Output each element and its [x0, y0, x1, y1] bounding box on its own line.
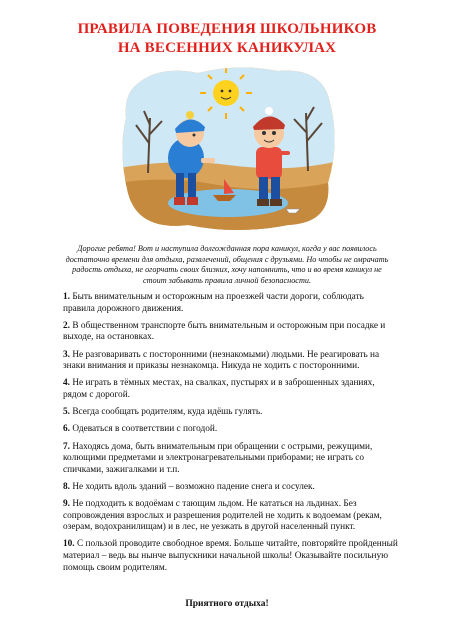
rule-item: 2. В общественном транспорте быть внимательным и осторожным при посадке и выходе, на остановках.: [63, 320, 386, 343]
rules-list: [63, 292, 398, 580]
rule-item: 7. Находясь дома, быть внимательным при обращении с острыми, режущими, колющими предметами и электронагревательными приборами; не играть со спичками, зажигалками и т.п.: [63, 441, 373, 475]
rule-item: 10. С пользой проводите свободное время. Больше читайте, повторяйте пройденный материал – ведь вы нынче выпускники начальной школы! Оказывайте посильную помощь своим родителям.: [63, 539, 398, 573]
scene: [118, 63, 338, 233]
rule-item: 6. Одеваться в соответствии с погодой.: [63, 424, 218, 435]
closing-text: Приятного отдыха!: [185, 599, 269, 609]
intro-paragraph: Дорогие ребята! Вот и наступила долгожданная пора каникул, когда у вас появилось достаточно времени для отдыха, развлечений, общения с друзьями. Но чтобы не омрачать радость отдыха, не огорчать своих близких, хочу напомнить, что и во время каникул не стоит забывать правила личной безопасности.: [65, 244, 389, 285]
rule-item: 9. Не подходить к водоёмам с тающим льдом. Не кататься на льдинах. Без сопровождения взрослых и разрешения родителей не ходить к водоемам (рекам, озерам, водохранилищам) и в лес, не уезжать в другой населенный пункт.: [63, 499, 382, 533]
rule-item: 1. Быть внимательным и осторожным на проезжей части дороги, соблюдать правила дорожного движения.: [63, 292, 364, 314]
page-title: [0, 20, 454, 58]
title-line-2: НА ВЕСЕННИХ КАНИКУЛАХ: [117, 40, 337, 56]
rule-item: 5. Всегда сообщать родителям, куда идёшь гулять.: [63, 407, 263, 418]
spring-children-illustration: [118, 63, 338, 233]
rule-item: 4. Не играть в тёмных местах, на свалках, пустырях и в заброшенных зданиях, рядом с дорогой.: [63, 378, 375, 400]
rule-item: 3. Не разговаривать с посторонними (незнакомыми) людьми. Не реагировать на знаки внимания и приказы незнакомца. Никуда не ходить с посторонними.: [63, 349, 380, 372]
title-line-1: ПРАВИЛА ПОВЕДЕНИЯ ШКОЛЬНИКОВ: [77, 21, 377, 37]
rule-item: 8. Не ходить вдоль зданий – возможно падение снега и сосулек.: [63, 481, 315, 492]
